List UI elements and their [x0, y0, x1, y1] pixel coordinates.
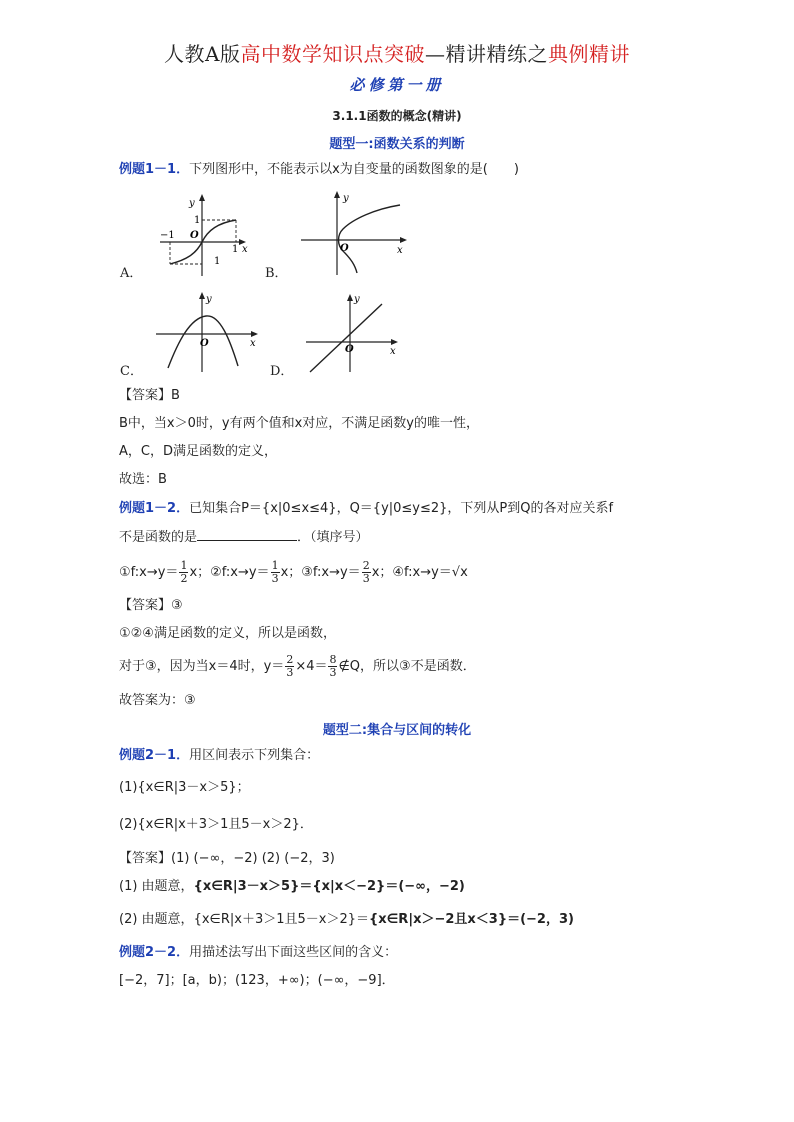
example-label: 例题1－2． — [119, 501, 190, 516]
option-b-label: B． — [265, 266, 288, 281]
option-d-label: D． — [270, 364, 294, 379]
graph-d-y-arrow — [347, 294, 353, 301]
graph-c — [150, 288, 265, 376]
option-a-label: A． — [120, 266, 143, 281]
option-1-text: ①f:x→y＝ — [119, 565, 179, 580]
graph-b-x-arrow — [400, 237, 407, 243]
question-text-line1: 已知集合P＝{x|0≤x≤4}，Q＝{y|0≤y≤2}，下列从P到Q的各对应关系f — [189, 501, 614, 516]
example-2-2-intervals: [−2，7]；[a，b)；(123，+∞)；(−∞，−9]． — [119, 973, 395, 988]
frac-num: 1 — [180, 559, 188, 572]
answer-2-1: 【答案】(1) (−∞，−2) (2) (−2，3) — [119, 851, 335, 866]
frac-num: 8 — [329, 653, 337, 666]
graph-a-y-label: y — [189, 198, 195, 209]
example-2-1-item1: (1){x∈R|3－x＞5}； — [119, 780, 250, 795]
fraction-1-3 — [271, 560, 280, 585]
graph-b-y-arrow — [334, 191, 340, 198]
example-1-2-question — [119, 500, 613, 518]
solution-2-1-line1 — [119, 878, 465, 896]
question-text: 用描述法写出下面这些区间的含义： — [189, 945, 398, 960]
graph-d-x-label: x — [390, 346, 396, 357]
graph-d-y-label: y — [354, 294, 360, 305]
graph-d-origin: O — [345, 344, 354, 355]
sol-text-a: 对于③，因为当x＝4时，y＝ — [119, 659, 285, 674]
option-c-label: C． — [120, 364, 143, 379]
example-1-2-options — [119, 560, 468, 585]
question-text: 用区间表示下列集合： — [189, 748, 320, 763]
graph-a-neg-one-label: −1 — [160, 230, 175, 241]
frac-num: 1 — [271, 559, 279, 572]
question-text: 下列图形中，不能表示以x为自变量的函数图象的是( ) — [189, 162, 519, 177]
frac-den: 3 — [271, 572, 279, 585]
fraction-2-3 — [362, 560, 371, 585]
example-1-1-question — [119, 161, 519, 179]
graph-d-line — [310, 304, 382, 372]
graph-c-x-arrow — [251, 331, 258, 337]
graph-d-x-arrow — [391, 339, 398, 345]
example-1-2-line2 — [119, 528, 369, 547]
frac-den: 3 — [362, 572, 370, 585]
option-4-text: x；④f:x→y＝√x — [371, 565, 468, 580]
section-title-1: 题型一:函数关系的判断 — [329, 137, 465, 152]
graph-c-x-label: x — [250, 338, 256, 349]
sol-body-b: {x∈R|x＞−2且x＜3}＝(−2，3) — [369, 912, 574, 927]
graph-b-x-label: x — [397, 245, 403, 256]
fraction-8-3 — [328, 654, 337, 679]
fraction-1-2 — [179, 560, 188, 585]
graph-c-origin: O — [200, 338, 209, 349]
example-label: 例题2－2． — [119, 945, 190, 960]
graph-a-one-bottom-label: 1 — [214, 256, 221, 267]
example-label: 例题2－1． — [119, 748, 190, 763]
fraction-2-3 — [285, 654, 294, 679]
graph-a-one-label: 1 — [194, 215, 201, 226]
sol-prefix: (1) 由题意， — [119, 879, 194, 894]
question-text-line2a: 不是函数的是 — [119, 530, 198, 545]
solution-1-1-line2: A，C，D满足函数的定义， — [119, 444, 277, 459]
sol-text-c: ∉Q，所以③不是函数． — [338, 659, 476, 674]
graph-d — [300, 290, 405, 375]
solution-1-2-line1: ①②④满足函数的定义，所以是函数， — [119, 626, 336, 641]
sol-text-b: ×4＝ — [295, 659, 328, 674]
graph-c-y-arrow — [199, 292, 205, 299]
subtitle: 必修第一册 — [349, 76, 445, 94]
option-2-text: x；②f:x→y＝ — [189, 565, 270, 580]
solution-1-2-line2 — [119, 654, 476, 679]
header-part3: —精讲精练之 — [424, 42, 548, 66]
question-text-line2b: ．（填序号） — [297, 530, 369, 545]
answer-1-1: 【答案】B — [119, 388, 180, 403]
answer-blank — [197, 528, 297, 541]
header-part4: 典例精讲 — [547, 42, 630, 66]
frac-den: 2 — [180, 572, 188, 585]
sol-body: {x∈R|3－x＞5}＝{x|x＜−2}＝(−∞，−2) — [193, 879, 465, 894]
example-label: 例题1－1． — [119, 162, 190, 177]
header-part1: 人教A版 — [164, 42, 241, 66]
example-2-1-item2: (2){x∈R|x＋3＞1且5－x＞2}． — [119, 817, 313, 832]
frac-num: 2 — [362, 559, 370, 572]
frac-den: 3 — [329, 666, 337, 679]
frac-den: 3 — [286, 666, 294, 679]
sol-body-a: {x∈R|x＋3＞1且5－x＞2}＝ — [193, 912, 370, 927]
graph-a-y-arrow — [199, 194, 205, 201]
graph-b — [295, 185, 415, 280]
solution-1-2-line3: 故答案为：③ — [119, 693, 196, 708]
solution-1-1-line1: B中，当x＞0时，y有两个值和x对应，不满足函数y的唯一性， — [119, 416, 479, 431]
option-3-text: x；③f:x→y＝ — [280, 565, 361, 580]
example-2-2-question — [119, 944, 397, 962]
graph-a — [150, 190, 260, 280]
sol-prefix: (2) 由题意， — [119, 912, 194, 927]
graph-b-y-label: y — [343, 193, 349, 204]
graph-b-origin: O — [340, 243, 349, 254]
solution-2-1-line2 — [119, 911, 574, 929]
section-title-2: 题型二:集合与区间的转化 — [322, 723, 472, 738]
graph-a-origin: O — [190, 230, 199, 241]
solution-1-1-line3: 故选：B — [119, 472, 167, 487]
lesson-title: 3.1.1函数的概念(精讲) — [332, 109, 462, 123]
frac-num: 2 — [286, 653, 294, 666]
graph-c-y-label: y — [206, 294, 212, 305]
header-part2: 高中数学知识点突破 — [240, 42, 425, 66]
graph-a-one-x-label: 1 — [232, 244, 239, 255]
page-header — [0, 40, 794, 68]
graph-a-x-label: x — [242, 244, 248, 255]
graph-b-curve — [339, 205, 401, 273]
answer-1-2: 【答案】③ — [119, 598, 183, 613]
example-2-1-question — [119, 747, 319, 765]
